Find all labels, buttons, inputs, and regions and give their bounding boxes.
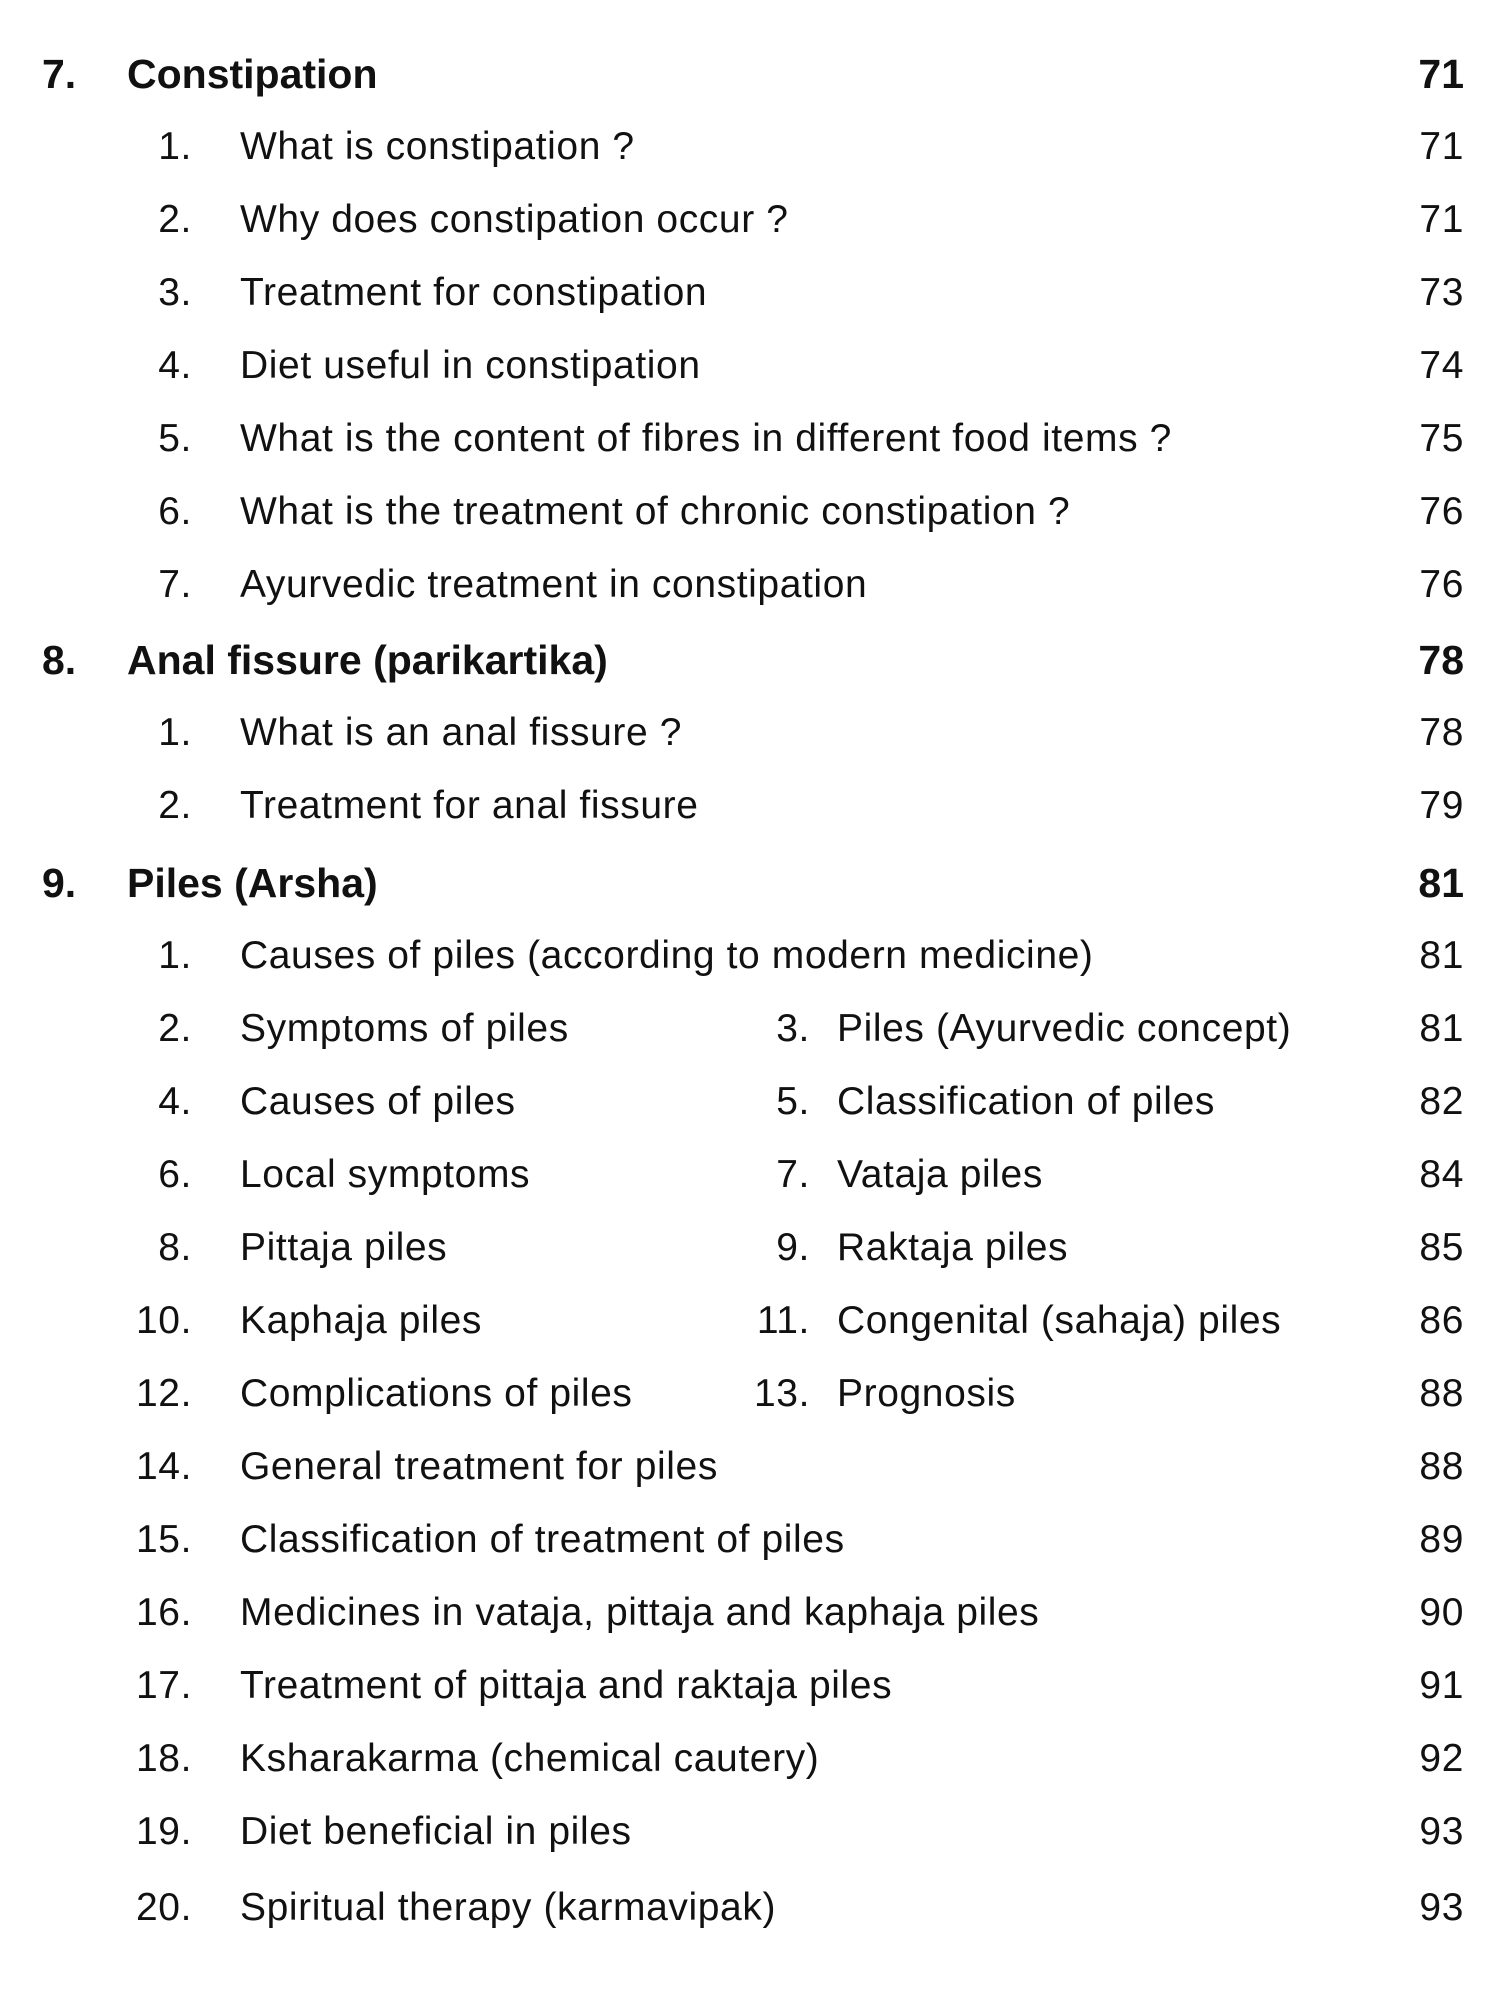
toc-entry-pair[interactable]	[0, 999, 1500, 1059]
entry-title-second: Raktaja piles	[837, 1226, 1069, 1269]
page-number: 84	[1419, 1153, 1464, 1196]
entry-number: 8.	[158, 1226, 192, 1269]
entry-number: 1.	[158, 125, 192, 168]
toc-entry[interactable]	[0, 776, 1500, 836]
toc-entry[interactable]	[0, 1437, 1500, 1497]
toc-entry[interactable]	[0, 1878, 1500, 1938]
toc-entry[interactable]	[0, 1583, 1500, 1643]
page-number: 81	[1419, 934, 1464, 977]
toc-entry[interactable]	[0, 482, 1500, 542]
entry-title: What is the content of fibres in different food items ?	[240, 417, 1172, 460]
toc-entry-pair[interactable]	[0, 1291, 1500, 1351]
entry-number: 17.	[135, 1664, 192, 1707]
entry-number: 7.	[158, 563, 192, 606]
page-number: 81	[1419, 1007, 1464, 1050]
page-number: 91	[1419, 1664, 1464, 1707]
entry-title: Ksharakarma (chemical cautery)	[240, 1737, 820, 1780]
page-number: 79	[1419, 784, 1464, 827]
page-number: 85	[1419, 1226, 1464, 1269]
entry-number: 6.	[158, 1153, 192, 1196]
page-number: 82	[1419, 1080, 1464, 1123]
toc-entry[interactable]	[0, 409, 1500, 469]
entry-number: 6.	[158, 490, 192, 533]
page-number: 71	[1418, 51, 1464, 97]
chapter-number: 9.	[42, 860, 77, 906]
entry-number-second: 11.	[756, 1299, 810, 1342]
page-number: 89	[1419, 1518, 1464, 1561]
entry-number: 5.	[158, 417, 192, 460]
page-number: 86	[1419, 1299, 1464, 1342]
entry-title: What is the treatment of chronic constipation ?	[240, 490, 1071, 533]
entry-title: Causes of piles (according to modern medicine)	[240, 934, 1094, 977]
entry-number: 2.	[158, 784, 192, 827]
entry-number: 3.	[158, 271, 192, 314]
chapter-title: Anal fissure (parikartika)	[127, 637, 608, 683]
entry-title-second: Piles (Ayurvedic concept)	[837, 1007, 1292, 1050]
entry-title: What is constipation ?	[240, 125, 635, 168]
entry-number-second: 13.	[753, 1372, 810, 1415]
chapter-heading[interactable]	[0, 853, 1500, 913]
toc-entry[interactable]	[0, 1802, 1500, 1862]
page-number: 71	[1419, 125, 1464, 168]
entry-title: Pittaja piles	[240, 1226, 448, 1269]
toc-entry[interactable]	[0, 1510, 1500, 1570]
page-number: 93	[1419, 1810, 1464, 1853]
toc-entry[interactable]	[0, 1656, 1500, 1716]
entry-title: Kaphaja piles	[240, 1299, 482, 1342]
page-number: 81	[1418, 860, 1464, 906]
entry-number: 1.	[158, 711, 192, 754]
chapter-title: Piles (Arsha)	[127, 860, 378, 906]
toc-entry[interactable]	[0, 555, 1500, 615]
toc-entry[interactable]	[0, 703, 1500, 763]
entry-number: 4.	[158, 1080, 192, 1123]
entry-title: Diet beneficial in piles	[240, 1810, 632, 1853]
entry-number: 20.	[135, 1886, 192, 1929]
chapter-number: 7.	[42, 51, 77, 97]
toc-entry[interactable]	[0, 117, 1500, 177]
entry-number: 19.	[135, 1810, 192, 1853]
entry-title: Symptoms of piles	[240, 1007, 569, 1050]
toc-entry[interactable]	[0, 263, 1500, 323]
toc-entry[interactable]	[0, 1729, 1500, 1789]
page-number: 78	[1419, 711, 1464, 754]
entry-title-second: Classification of piles	[837, 1080, 1215, 1123]
entry-number: 15.	[135, 1518, 192, 1561]
entry-title-second: Vataja piles	[837, 1153, 1043, 1196]
entry-number: 1.	[158, 934, 192, 977]
page-number: 88	[1419, 1372, 1464, 1415]
page-number: 76	[1419, 563, 1464, 606]
entry-number: 16.	[135, 1591, 192, 1634]
entry-title: Treatment for anal fissure	[240, 784, 699, 827]
entry-title: Why does constipation occur ?	[240, 198, 789, 241]
entry-title: Classification of treatment of piles	[240, 1518, 845, 1561]
entry-title: Medicines in vataja, pittaja and kaphaja piles	[240, 1591, 1040, 1634]
page-number: 78	[1418, 637, 1464, 683]
page-number: 92	[1419, 1737, 1464, 1780]
entry-number: 4.	[158, 344, 192, 387]
page-number: 90	[1419, 1591, 1464, 1634]
toc-entry-pair[interactable]	[0, 1072, 1500, 1132]
page-number: 73	[1419, 271, 1464, 314]
page-number: 75	[1419, 417, 1464, 460]
entry-number-second: 7.	[776, 1153, 810, 1196]
chapter-number: 8.	[42, 637, 77, 683]
entry-title: Spiritual therapy (karmavipak)	[240, 1886, 777, 1929]
toc-entry-pair[interactable]	[0, 1364, 1500, 1424]
toc-entry-pair[interactable]	[0, 1145, 1500, 1205]
entry-title: Causes of piles	[240, 1080, 516, 1123]
entry-title-second: Prognosis	[837, 1372, 1016, 1415]
entry-number: 10.	[135, 1299, 192, 1342]
toc-entry[interactable]	[0, 190, 1500, 250]
page-number: 76	[1419, 490, 1464, 533]
chapter-heading[interactable]	[0, 630, 1500, 690]
chapter-heading[interactable]	[0, 44, 1500, 104]
entry-title: Treatment of pittaja and raktaja piles	[240, 1664, 893, 1707]
entry-title-second: Congenital (sahaja) piles	[837, 1299, 1282, 1342]
entry-number-second: 9.	[776, 1226, 810, 1269]
page-number: 74	[1419, 344, 1464, 387]
toc-entry-pair[interactable]	[0, 1218, 1500, 1278]
entry-title: Local symptoms	[240, 1153, 531, 1196]
entry-title: Ayurvedic treatment in constipation	[240, 563, 868, 606]
toc-entry[interactable]	[0, 336, 1500, 396]
entry-number: 2.	[158, 198, 192, 241]
chapter-title: Constipation	[127, 51, 378, 97]
entry-title: Treatment for constipation	[240, 271, 708, 314]
entry-number: 18.	[135, 1737, 192, 1780]
entry-number: 2.	[158, 1007, 192, 1050]
entry-number: 12.	[135, 1372, 192, 1415]
entry-title: Diet useful in constipation	[240, 344, 701, 387]
page-number: 88	[1419, 1445, 1464, 1488]
entry-title: What is an anal fissure ?	[240, 711, 683, 754]
entry-title: General treatment for piles	[240, 1445, 718, 1488]
page-number: 93	[1419, 1886, 1464, 1929]
entry-number-second: 3.	[776, 1007, 810, 1050]
page-number: 71	[1419, 198, 1464, 241]
toc-entry[interactable]	[0, 926, 1500, 986]
entry-number: 14.	[135, 1445, 192, 1488]
entry-number-second: 5.	[776, 1080, 810, 1123]
entry-title: Complications of piles	[240, 1372, 633, 1415]
